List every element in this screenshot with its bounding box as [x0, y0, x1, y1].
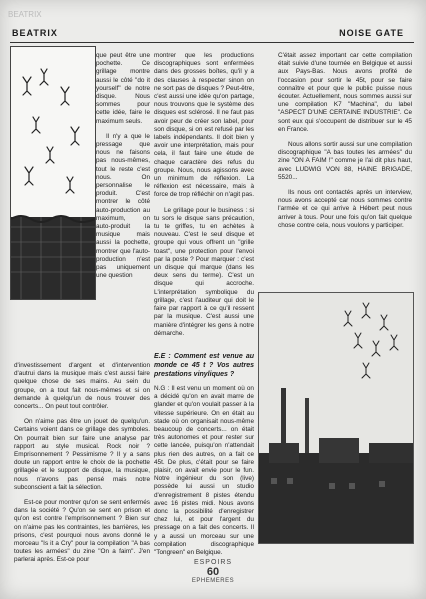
paragraph: Nous allons sortir aussi sur une compilation discographique "A bas toutes les armées" du zine "ON A FAIM !" comme je l'ai dit plus haut, avec LUDWIG VON 88, HAINE BRIGADE, 5520... [278, 141, 412, 181]
page-number: 60 [206, 566, 220, 578]
paragraph: C'était assez important car cette compilation était suivie d'une tournée en Belgique et aussi aux Pays-Bas. Nous avons profité de l'occasion pour sortir le 45t, pour se faire connaître et pour que le public puisse nous écouter. Actuellement, nous sommes aussi sur une compilation K7 "Machina", du label "ASPECT D'UNE CERTAINE INDUSTRIE". Ce sont eux qui s'occupent de distribuer sur le 45 en France. [278, 52, 412, 133]
article-column-b-lower [154, 352, 254, 564]
paragraph: Ils nous ont contactés après un interview, nous avons accepté car nous sommes contre l'armée et ce qui arrive à Hébert peut nous arriver à tous. Pour une fois qu'on fait quelque chose contre cela, nous voulons y participer. [278, 189, 412, 229]
factory-photo [258, 292, 414, 544]
stick-figures-illustration [11, 47, 95, 299]
paragraph: montrer que les productions discographiques sont enfermées dans des grosses boîtes, qu'il y a des clauses à respecter sinon on ne sort pas de disques ? Peut-être, c'est aussi une idée qu'on partage, nous trouvons que le système des disques est sclérosé. Il ne faut pas avoir peur de créer son label, pour son disque, si on est refusé par les labels indépendants. Il doit bien y avoir une interprétation, mais pour cela, il faut faire une étude de chaque caractère des refus du groupe. Nous, nous agissons avec un minimum de réflexion. La réflexion est nécessaire, mais à force de trop réfléchir on n'agit pas. [154, 52, 254, 199]
article-column-b [154, 52, 254, 345]
bleed-through-text: BEATRIX [8, 10, 42, 19]
interview-question: E.E : Comment est venue au monde ce 45 t ? Vos autres prestations vinyliques ? [154, 353, 254, 378]
paragraph: d'investissement d'argent et d'intervention d'autrui dans la musique mais c'est aussi faire quelque chose de ses mains. Au sein du groupe, on a tout fait nous-mêmes et si on demande à quelqu'un de nous trouver des concerts... On peut tout contrôler. [14, 362, 150, 411]
article-column-a [96, 52, 150, 287]
interview-answer: N.G : Il est venu un moment où on a décidé qu'on en avait marre de glander et qu'on voulait passer à la vitesse supérieure. On en était au stade où on organisait nous-même beaucoup de concerts... on était très autonomes et pour rester sur cette lancée, puisqu'on n'attendait plus rien des autres, on a fait ce 45t. De plus, c'était pour se faire plaisir, on avait envie pour le fun. Notre ingénieur du son (live) possède lui aussi un studio d'enregistrement 8 pistes étendu avec 16 pistes midi. Nous avons donc la possibilité d'enregistrer chez lui, et pour l'argent du pressage on a fait des concerts. Il y a aussi un morceau sur une compilation discographique "Tongreen" en Belgique. [154, 385, 254, 557]
paragraph: Est-ce pour montrer qu'on se sent enfermés dans la société ? Qu'on se sent en prison et qu'on est contre l'emprisonnement ? Bien sur on n'aime pas les contraintes, les barrières, les prisons, c'est pourquoi nous avons donné le morceau "Is it a Cry" pour la compilation "A bas toutes les armées" du zine "On a faim". J'en parlerai après. Est-ce pour [14, 499, 150, 564]
paragraph: Il n'y a que le pressage que nous ne faisons pas nous-mêmes, tout le reste c'est nous. On personnalise le produit. C'est montrer le côté auto-production au maximum, on auto-produit la musique mais aussi la pochette, montrer que l'auto-production n'est pas uniquement une question [96, 132, 150, 280]
factory-chimneys-image [259, 293, 413, 543]
footer-zine-name: ESPOIRS [193, 559, 233, 566]
paragraph: On n'aime pas être un jouet de quelqu'un. Certains voient dans ce grillage des symboles. On pourrait bien sur faire une analyse par rapport au style musical. Rock noir ? Emprisonnement ? Pessimisme ? Il y a sans doute un rapport entre le choix de la pochette grillagée et le support de disque, la musique, nous n'avons pas pensé mais notre subconscient a fait la sélection. [14, 418, 150, 491]
header-left-title: BEATRIX [12, 28, 58, 38]
paragraph: que peut être une pochette. Ce grillage montre aussi le côté "do it yourself" de notre disque. Nous sommes pour cette idée, faire le maximum seuls. [96, 52, 150, 125]
band-photo-left [10, 46, 96, 300]
header-right-title: NOISE GATE [339, 28, 404, 38]
footer-zine-subtitle: EPHEMERES [191, 578, 235, 584]
header-rule [10, 42, 414, 43]
article-column-a-lower [14, 362, 150, 572]
page-footer [0, 559, 426, 584]
paragraph: Le grillage pour le business : si tu sors le disque sans précaution, tu te griffes, tu en achètes à nouveau. C'est le seul disque et groupe qui vous offrent un "grille toast", une protection pour l'envoi par la poste ? Pour marquer : c'est un disque qui marque (dans les deux sens du terme). C'est un disque qui accroche. L'interprétation symbolique du grillage, c'est l'auditeur qui doit le faire par rapport à ce qu'il ressent par la musique. C'est aussi une manière d'intégrer les gens à notre démarche. [154, 206, 254, 337]
article-column-c [278, 52, 412, 237]
page-header [0, 26, 426, 44]
